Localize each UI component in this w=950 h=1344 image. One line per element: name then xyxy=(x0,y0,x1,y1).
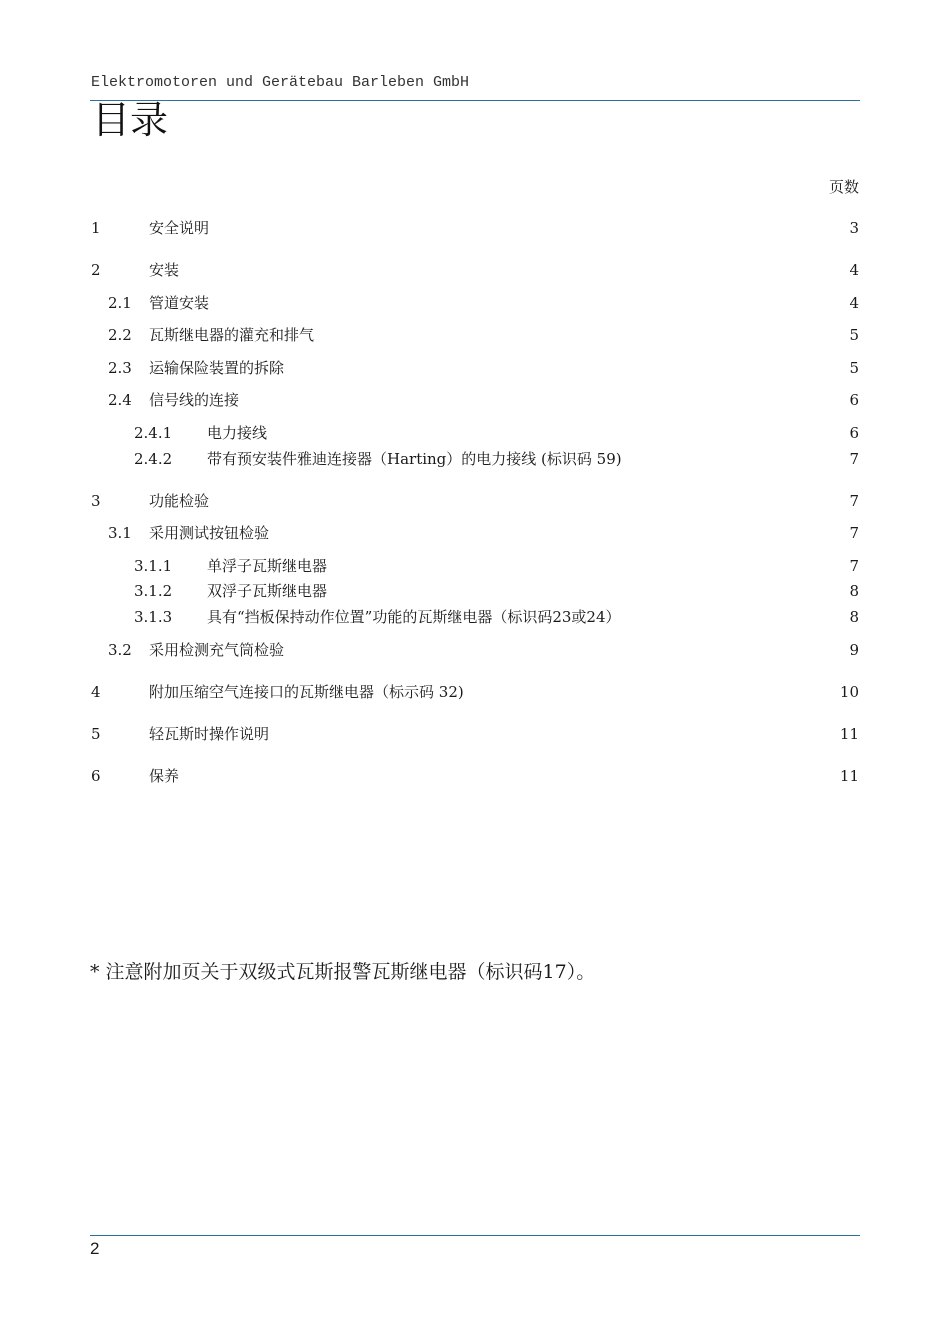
footer-divider xyxy=(90,1235,860,1236)
toc-entry-1[interactable] xyxy=(0,217,950,239)
toc-number: 2.3 xyxy=(108,359,132,377)
toc-number: 3.1.2 xyxy=(134,582,173,600)
toc-number: 3.2 xyxy=(108,641,132,659)
toc-page: 11 xyxy=(839,767,859,785)
toc-page: 3 xyxy=(849,219,859,237)
toc-entry-3-2[interactable] xyxy=(0,639,950,661)
toc-label: 运输保险装置的拆除 xyxy=(149,359,285,377)
toc-label: 带有预安装件雅迪连接器（Harting）的电力接线 (标识码 59) xyxy=(207,450,622,468)
toc-entry-3-1-2[interactable] xyxy=(0,580,950,602)
toc-entry-2-3[interactable] xyxy=(0,357,950,379)
toc-label: 安全说明 xyxy=(149,219,210,237)
toc-page: 5 xyxy=(849,326,859,344)
toc-entry-2-4-2[interactable] xyxy=(0,448,950,470)
toc-entry-3[interactable] xyxy=(0,490,950,512)
toc-number: 2 xyxy=(91,261,101,279)
toc-page: 8 xyxy=(849,582,859,600)
toc-page: 5 xyxy=(849,359,859,377)
toc-number: 2.4 xyxy=(108,391,132,409)
toc-page: 6 xyxy=(849,391,859,409)
toc-number: 1 xyxy=(91,219,101,237)
toc-label: 电力接线 xyxy=(207,424,268,442)
toc-page: 7 xyxy=(849,450,859,468)
toc-label: 具有“挡板保持动作位置”功能的瓦斯继电器（标识码23或24） xyxy=(207,608,621,626)
toc-label: 采用检测充气筒检验 xyxy=(149,641,285,659)
toc-entry-5[interactable] xyxy=(0,723,950,745)
page-title: 目录 xyxy=(92,98,169,142)
toc-number: 6 xyxy=(91,767,101,785)
toc-page: 9 xyxy=(849,641,859,659)
toc-page: 7 xyxy=(849,557,859,575)
toc-label: 瓦斯继电器的灌充和排气 xyxy=(149,326,315,344)
toc-entry-4[interactable] xyxy=(0,681,950,703)
toc-entry-2-2[interactable] xyxy=(0,324,950,346)
toc-number: 3.1.3 xyxy=(134,608,173,626)
toc-entry-3-1-1[interactable] xyxy=(0,555,950,577)
toc-label: 管道安装 xyxy=(149,294,210,312)
toc-number: 2.1 xyxy=(108,294,132,312)
page-number: 2 xyxy=(90,1239,100,1258)
toc-label: 双浮子瓦斯继电器 xyxy=(207,582,328,600)
toc-page: 6 xyxy=(849,424,859,442)
toc-entry-6[interactable] xyxy=(0,765,950,787)
toc-page: 10 xyxy=(839,683,859,701)
toc-label: 附加压缩空气连接口的瓦斯继电器（标示码 32) xyxy=(149,683,464,701)
toc-number: 4 xyxy=(91,683,101,701)
toc-page: 4 xyxy=(849,294,859,312)
toc-entry-2-4-1[interactable] xyxy=(0,422,950,444)
toc-label: 功能检验 xyxy=(149,492,210,510)
toc-entry-2-4[interactable] xyxy=(0,389,950,411)
toc-number: 2.4.1 xyxy=(134,424,173,442)
toc-entry-2-1[interactable] xyxy=(0,292,950,314)
toc-number: 2.4.2 xyxy=(134,450,173,468)
toc-entry-3-1-3[interactable] xyxy=(0,606,950,628)
toc-label: 保养 xyxy=(149,767,180,785)
toc-number: 3 xyxy=(91,492,101,510)
toc-page: 4 xyxy=(849,261,859,279)
toc-label: 单浮子瓦斯继电器 xyxy=(207,557,328,575)
toc-page: 7 xyxy=(849,524,859,542)
toc-label: 采用测试按钮检验 xyxy=(149,524,270,542)
toc-entry-3-1[interactable] xyxy=(0,522,950,544)
toc-page: 11 xyxy=(839,725,859,743)
company-name: Elektromotoren und Gerätebau Barleben GmbH xyxy=(91,74,470,91)
footnote: * 注意附加页关于双级式瓦斯报警瓦斯继电器（标识码17）。 xyxy=(90,961,596,983)
page-column-label: 页数 xyxy=(828,178,859,196)
toc-number: 2.2 xyxy=(108,326,132,344)
toc-number: 3.1.1 xyxy=(134,557,173,575)
toc-entry-2[interactable] xyxy=(0,259,950,281)
toc-page: 8 xyxy=(849,608,859,626)
toc-number: 3.1 xyxy=(108,524,132,542)
toc-label: 轻瓦斯时操作说明 xyxy=(149,725,270,743)
toc-number: 5 xyxy=(91,725,101,743)
toc-page: 7 xyxy=(849,492,859,510)
toc-label: 安装 xyxy=(149,261,180,279)
toc-label: 信号线的连接 xyxy=(149,391,240,409)
